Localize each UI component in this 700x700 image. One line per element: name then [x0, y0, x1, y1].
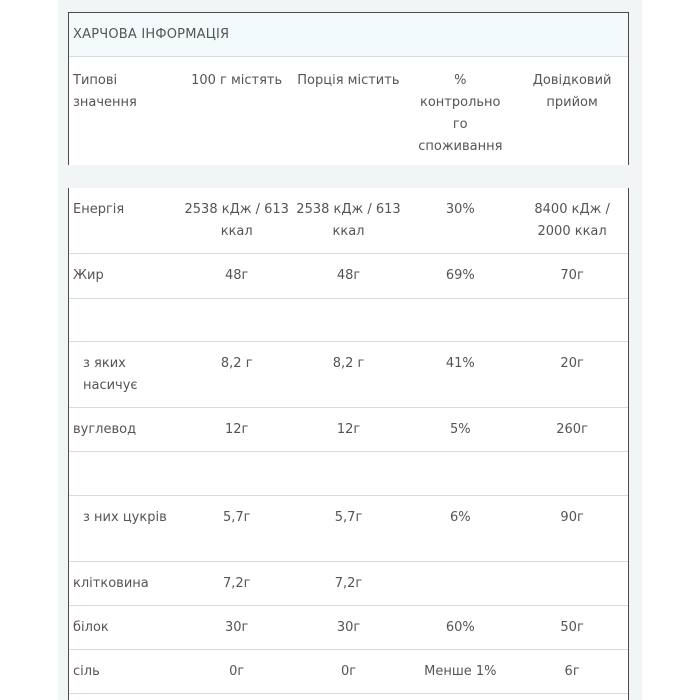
- row-label: з яких насичує: [83, 356, 138, 393]
- row-reference: [516, 452, 628, 495]
- row-label: клітковина: [73, 576, 149, 591]
- row-percent: 60%: [445, 620, 475, 635]
- row-percent: 5%: [449, 422, 471, 437]
- row-per-100g: 48г: [225, 268, 249, 283]
- table-row: [69, 650, 628, 694]
- header-typical: Типові значення: [73, 73, 137, 110]
- row-reference: [516, 562, 628, 605]
- row-reference: 50г: [560, 620, 584, 635]
- row-percent: 69%: [445, 268, 475, 283]
- row-portion: 0г: [340, 664, 357, 679]
- row-reference: 90г: [560, 510, 584, 525]
- row-per-100g: 8,2 г: [220, 356, 253, 371]
- row-portion: 48г: [336, 268, 361, 283]
- row-per-100g: 0г: [229, 664, 245, 679]
- row-label: білок: [73, 620, 109, 635]
- row-label: Енергія: [73, 202, 125, 217]
- row-reference: 6г: [564, 664, 580, 679]
- table-row: [69, 342, 628, 408]
- row-label: Жир: [73, 268, 104, 283]
- row-portion: 5,7г: [334, 510, 363, 525]
- row-per-100g: 7,2г: [222, 576, 251, 591]
- row-percent: [404, 452, 516, 495]
- row-percent: Менше 1%: [424, 664, 497, 679]
- table-row: [69, 496, 628, 562]
- header-percent: % контрольно го споживання: [418, 73, 503, 154]
- row-portion: 2538 кДж / 613 ккал: [296, 202, 401, 239]
- table-row: [69, 408, 628, 452]
- row-portion: [293, 299, 405, 341]
- row-reference: 70г: [560, 268, 584, 283]
- row-per-100g: [181, 299, 293, 341]
- nutrition-header-table: [68, 12, 629, 165]
- row-per-100g: 5,7г: [222, 510, 251, 525]
- row-reference: 8400 кДж / 2000 ккал: [534, 202, 610, 239]
- column-headers: [69, 57, 628, 158]
- row-per-100g: 2538 кДж / 613 ккал: [184, 202, 289, 239]
- row-label: сіль: [73, 664, 100, 679]
- row-per-100g: [181, 452, 293, 495]
- row-percent: [404, 562, 516, 605]
- row-reference: 260г: [556, 422, 588, 437]
- row-percent: [404, 299, 516, 341]
- row-per-100g: 12г: [225, 422, 249, 437]
- table-row: [69, 606, 628, 650]
- table-title: ХАРЧОВА ІНФОРМАЦІЯ: [69, 13, 628, 57]
- table-row-empty: [69, 299, 628, 342]
- table-row-empty: [69, 452, 628, 496]
- header-per-100g: 100 г містять: [191, 73, 283, 88]
- row-reference: [516, 299, 628, 341]
- header-reference: Довідковий прийом: [532, 73, 612, 110]
- row-portion: [293, 452, 405, 495]
- nutrition-body-table: [68, 188, 629, 700]
- row-portion: 30г: [336, 620, 361, 635]
- row-label: [69, 452, 181, 495]
- header-portion: Порція містить: [297, 73, 400, 88]
- row-label: вуглевод: [73, 422, 137, 437]
- row-percent: 30%: [445, 202, 475, 217]
- table-row: [69, 562, 628, 606]
- row-percent: 6%: [450, 510, 471, 525]
- row-reference: 20г: [560, 356, 584, 371]
- row-portion: 7,2г: [334, 576, 363, 591]
- row-label: [69, 299, 181, 341]
- row-portion: 12г: [336, 422, 361, 437]
- row-portion: 8,2 г: [332, 356, 365, 371]
- table-row: [69, 254, 628, 299]
- table-row: [69, 188, 628, 254]
- row-per-100g: 30г: [225, 620, 249, 635]
- row-label: з них цукрів: [83, 510, 167, 525]
- row-percent: 41%: [445, 356, 475, 371]
